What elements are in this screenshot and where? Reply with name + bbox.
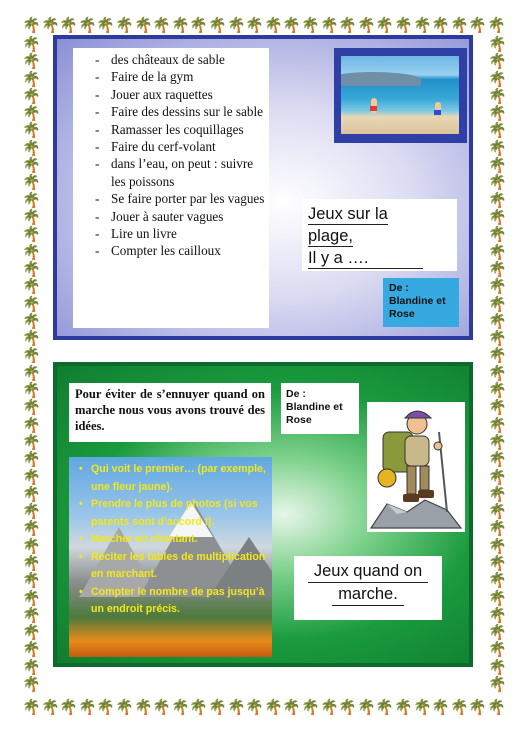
palm-tree-icon: 🌴 xyxy=(22,121,41,139)
palm-tree-icon: 🌴 xyxy=(115,16,134,34)
palm-tree-icon: 🌴 xyxy=(22,658,41,676)
palm-tree-icon: 🌴 xyxy=(431,698,450,716)
list-item: - Ramasser les coquillages xyxy=(95,121,269,138)
palm-tree-icon: 🌴 xyxy=(375,698,394,716)
list-item: - Se faire porter par les vagues xyxy=(95,190,269,207)
palm-tree-icon: 🌴 xyxy=(22,519,41,537)
walking-title-box xyxy=(294,556,442,620)
palm-tree-icon: 🌴 xyxy=(22,502,41,520)
palm-tree-icon: 🌴 xyxy=(488,52,507,70)
palm-tree-icon: 🌴 xyxy=(488,70,507,88)
palm-tree-icon: 🌴 xyxy=(488,468,507,486)
palm-tree-icon: 🌴 xyxy=(22,329,41,347)
list-item: - Lire un livre xyxy=(95,225,269,242)
palm-tree-icon: 🌴 xyxy=(189,16,208,34)
palm-tree-icon: 🌴 xyxy=(488,277,507,295)
palm-tree-icon: 🌴 xyxy=(375,16,394,34)
palm-tree-icon: 🌴 xyxy=(22,312,41,330)
palm-tree-icon: 🌴 xyxy=(22,243,41,261)
palm-tree-icon: 🌴 xyxy=(488,589,507,607)
palm-tree-icon: 🌴 xyxy=(22,398,41,416)
palm-tree-icon: 🌴 xyxy=(22,104,41,122)
palm-tree-icon: 🌴 xyxy=(488,416,507,434)
palm-tree-icon: 🌴 xyxy=(22,675,41,693)
palm-tree-icon: 🌴 xyxy=(189,698,208,716)
author-label: De : xyxy=(389,282,409,294)
palm-tree-icon: 🌴 xyxy=(488,537,507,555)
palm-tree-icon: 🌴 xyxy=(171,16,190,34)
palm-tree-icon: 🌴 xyxy=(338,698,357,716)
palm-tree-icon: 🌴 xyxy=(488,87,507,105)
palm-tree-icon: 🌴 xyxy=(78,16,97,34)
swimsuit xyxy=(434,110,441,115)
walking-title-line: marche. xyxy=(332,585,404,606)
palm-tree-icon: 🌴 xyxy=(78,698,97,716)
palm-tree-icon: 🌴 xyxy=(41,16,60,34)
author-label: De : xyxy=(286,388,306,400)
palm-tree-icon: 🌴 xyxy=(488,606,507,624)
beach-photo xyxy=(341,56,459,134)
palm-tree-icon: 🌴 xyxy=(22,468,41,486)
palm-tree-icon: 🌴 xyxy=(22,16,41,34)
palm-tree-icon: 🌴 xyxy=(227,16,246,34)
palm-tree-icon: 🌴 xyxy=(22,208,41,226)
palm-tree-icon: 🌴 xyxy=(96,698,115,716)
palm-tree-icon: 🌴 xyxy=(22,698,41,716)
palm-tree-icon: 🌴 xyxy=(22,364,41,382)
palm-tree-icon: 🌴 xyxy=(22,225,41,243)
palm-tree-icon: 🌴 xyxy=(394,698,413,716)
palm-tree-icon: 🌴 xyxy=(488,398,507,416)
palm-tree-icon: 🌴 xyxy=(488,519,507,537)
palm-tree-icon: 🌴 xyxy=(22,35,41,53)
palm-tree-icon: 🌴 xyxy=(96,16,115,34)
palm-tree-icon: 🌴 xyxy=(22,433,41,451)
palm-tree-icon: 🌴 xyxy=(488,554,507,572)
palm-tree-icon: 🌴 xyxy=(488,433,507,451)
palm-tree-icon: 🌴 xyxy=(357,16,376,34)
palm-tree-icon: 🌴 xyxy=(488,173,507,191)
beach-author-box xyxy=(383,278,459,327)
palm-tree-icon: 🌴 xyxy=(488,208,507,226)
list-item: • Qui voit le premier… (par exemple, une fleur jaune). xyxy=(91,461,268,496)
author-names: Rose xyxy=(286,414,312,426)
hiker-illustration xyxy=(367,402,465,532)
walking-author-box xyxy=(281,383,359,434)
mountain-ideas-box xyxy=(69,457,272,657)
palm-tree-icon: 🌴 xyxy=(22,485,41,503)
palm-tree-icon: 🌴 xyxy=(488,312,507,330)
beach-title-line: Jeux sur la xyxy=(308,205,388,223)
author-names: Rose xyxy=(389,308,415,320)
palm-tree-icon: 🌴 xyxy=(413,16,432,34)
palm-tree-icon: 🌴 xyxy=(488,675,507,693)
palm-tree-icon: 🌴 xyxy=(301,698,320,716)
palm-tree-icon: 🌴 xyxy=(22,554,41,572)
palm-tree-icon: 🌴 xyxy=(22,139,41,157)
list-item: - Faire du cerf-volant xyxy=(95,138,269,155)
palm-tree-icon: 🌴 xyxy=(488,502,507,520)
palm-tree-icon: 🌴 xyxy=(488,571,507,589)
palm-tree-icon: 🌴 xyxy=(22,87,41,105)
list-item: - Faire de la gym xyxy=(95,68,269,85)
palm-tree-icon: 🌴 xyxy=(22,70,41,88)
palm-tree-icon: 🌴 xyxy=(450,16,469,34)
beach-title-line: Il y a …. xyxy=(308,249,423,269)
palm-tree-icon: 🌴 xyxy=(468,16,487,34)
palm-tree-icon: 🌴 xyxy=(22,260,41,278)
palm-tree-icon: 🌴 xyxy=(488,640,507,658)
palm-tree-icon: 🌴 xyxy=(488,329,507,347)
beach-games-panel xyxy=(53,35,473,340)
palm-tree-icon: 🌴 xyxy=(488,485,507,503)
distant-hill xyxy=(341,72,421,86)
list-item: • Marcher en chantant. xyxy=(91,531,268,549)
walking-games-panel xyxy=(53,362,473,667)
palm-tree-icon: 🌴 xyxy=(59,698,78,716)
palm-tree-icon: 🌴 xyxy=(394,16,413,34)
palm-tree-icon: 🌴 xyxy=(245,16,264,34)
palm-tree-icon: 🌴 xyxy=(488,35,507,53)
palm-tree-icon: 🌴 xyxy=(468,698,487,716)
palm-tree-icon: 🌴 xyxy=(22,589,41,607)
palm-tree-icon: 🌴 xyxy=(264,698,283,716)
palm-tree-icon: 🌴 xyxy=(152,698,171,716)
list-item: - des châteaux de sable xyxy=(95,51,269,68)
palm-tree-icon: 🌴 xyxy=(22,295,41,313)
palm-tree-icon: 🌴 xyxy=(488,381,507,399)
palm-tree-icon: 🌴 xyxy=(488,450,507,468)
palm-tree-icon: 🌴 xyxy=(227,698,246,716)
palm-tree-icon: 🌴 xyxy=(488,191,507,209)
palm-tree-icon: 🌴 xyxy=(22,156,41,174)
beach-title-line: plage, xyxy=(308,227,353,245)
list-item: • Prendre le plus de photos (si vos parents sont d’accord !). xyxy=(91,496,268,531)
palm-tree-icon: 🌴 xyxy=(450,698,469,716)
list-item: - Compter les cailloux xyxy=(95,242,269,259)
palm-tree-icon: 🌴 xyxy=(320,16,339,34)
beach-activities-list xyxy=(73,48,269,328)
palm-tree-icon: 🌴 xyxy=(22,606,41,624)
palm-tree-icon: 🌴 xyxy=(208,16,227,34)
beach-photo-frame xyxy=(334,48,467,143)
list-item: - Jouer à sauter vagues xyxy=(95,208,269,225)
list-item: - Faire des dessins sur le sable xyxy=(95,103,269,120)
palm-tree-icon: 🌴 xyxy=(22,173,41,191)
walking-intro-text: Pour éviter de s’ennuyer quand on marche nous vous avons trouvé des idées. xyxy=(69,383,271,442)
palm-tree-icon: 🌴 xyxy=(301,16,320,34)
palm-tree-icon: 🌴 xyxy=(488,260,507,278)
palm-tree-icon: 🌴 xyxy=(41,698,60,716)
palm-tree-icon: 🌴 xyxy=(208,698,227,716)
palm-tree-icon: 🌴 xyxy=(282,16,301,34)
palm-tree-icon: 🌴 xyxy=(245,698,264,716)
palm-tree-icon: 🌴 xyxy=(152,16,171,34)
palm-tree-icon: 🌴 xyxy=(488,156,507,174)
palm-tree-icon: 🌴 xyxy=(134,698,153,716)
palm-tree-icon: 🌴 xyxy=(488,121,507,139)
palm-tree-icon: 🌴 xyxy=(413,698,432,716)
palm-tree-icon: 🌴 xyxy=(22,571,41,589)
palm-tree-icon: 🌴 xyxy=(488,225,507,243)
palm-tree-icon: 🌴 xyxy=(59,16,78,34)
palm-tree-icon: 🌴 xyxy=(22,623,41,641)
palm-tree-icon: 🌴 xyxy=(115,698,134,716)
palm-tree-icon: 🌴 xyxy=(488,243,507,261)
author-names: Blandine et xyxy=(389,295,446,307)
palm-tree-icon: 🌴 xyxy=(22,450,41,468)
palm-tree-icon: 🌴 xyxy=(488,658,507,676)
list-item: • Réciter les tables de multiplication en marchant. xyxy=(91,549,268,584)
palm-tree-icon: 🌴 xyxy=(487,698,506,716)
list-item: - dans l’eau, on peut : suivre les poissons xyxy=(95,155,269,190)
palm-tree-icon: 🌴 xyxy=(22,640,41,658)
palm-tree-icon: 🌴 xyxy=(488,623,507,641)
palm-tree-icon: 🌴 xyxy=(22,537,41,555)
palm-tree-icon: 🌴 xyxy=(22,52,41,70)
palm-tree-icon: 🌴 xyxy=(22,381,41,399)
palm-tree-icon: 🌴 xyxy=(22,416,41,434)
palm-tree-icon: 🌴 xyxy=(431,16,450,34)
palm-tree-icon: 🌴 xyxy=(338,16,357,34)
palm-tree-icon: 🌴 xyxy=(22,346,41,364)
hiker-icon xyxy=(367,402,465,532)
swimsuit xyxy=(370,106,377,111)
palm-tree-icon: 🌴 xyxy=(171,698,190,716)
palm-tree-icon: 🌴 xyxy=(488,295,507,313)
palm-tree-icon: 🌴 xyxy=(357,698,376,716)
list-item: • Compter le nombre de pas jusqu’à un endroit précis. xyxy=(91,584,268,619)
list-item: - Jouer aux raquettes xyxy=(95,86,269,103)
palm-tree-icon: 🌴 xyxy=(487,16,506,34)
palm-tree-icon: 🌴 xyxy=(22,191,41,209)
palm-tree-icon: 🌴 xyxy=(264,16,283,34)
palm-tree-icon: 🌴 xyxy=(320,698,339,716)
beach-title-box xyxy=(302,199,457,271)
palm-tree-icon: 🌴 xyxy=(488,346,507,364)
author-names: Blandine et xyxy=(286,401,343,413)
walking-title-line: Jeux quand on xyxy=(308,562,428,583)
palm-tree-icon: 🌴 xyxy=(488,104,507,122)
palm-tree-icon: 🌴 xyxy=(488,139,507,157)
palm-tree-icon: 🌴 xyxy=(282,698,301,716)
palm-tree-icon: 🌴 xyxy=(134,16,153,34)
palm-tree-icon: 🌴 xyxy=(488,364,507,382)
palm-tree-icon: 🌴 xyxy=(22,277,41,295)
